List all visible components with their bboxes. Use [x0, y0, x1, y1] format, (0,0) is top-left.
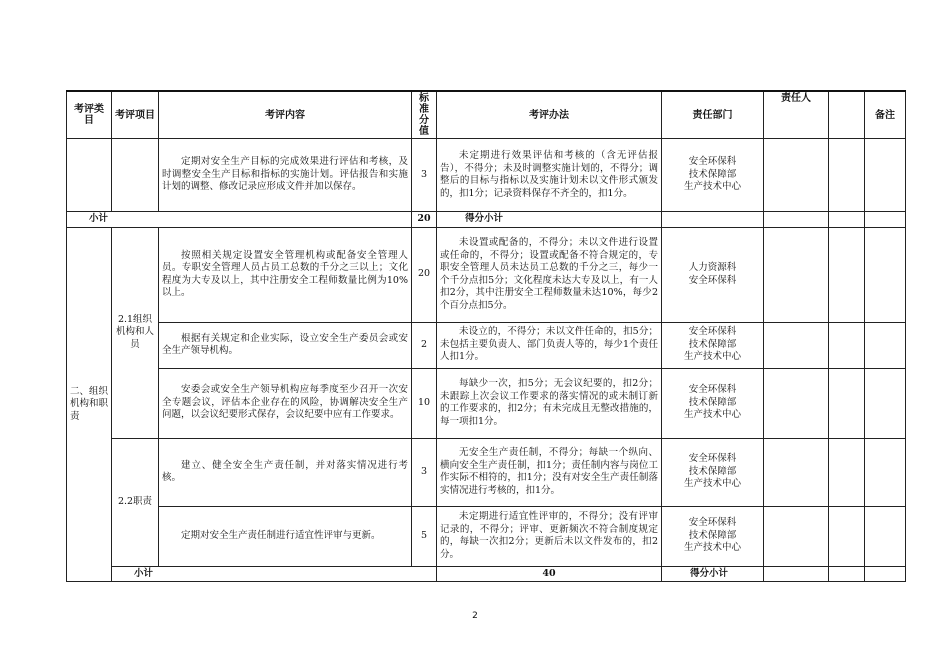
cell-content: 按照相关规定设置安全管理机构或配备安全管理人员。专职安全管理人员占员工总数的千分之三以上；文化程度为大专及以上，其中注册安全工程师数量比例为10%以上。	[159, 227, 412, 322]
table-row	[67, 438, 906, 506]
cell-person	[764, 227, 829, 322]
cell-score: 2	[412, 322, 437, 368]
dept-line: 技术保障部	[688, 338, 737, 350]
cell-blank	[865, 566, 906, 582]
dept-line: 安全环保科	[688, 326, 737, 338]
cell-note	[865, 139, 906, 212]
header-blank	[829, 91, 865, 139]
cell-content: 定期对安全生产责任制进行适宜性评审与更新。	[159, 506, 412, 566]
cell-dept	[662, 139, 764, 212]
table-row	[67, 322, 906, 368]
subtotal-label: 小计	[112, 566, 437, 582]
header-note: 备注	[865, 91, 906, 139]
cell-item	[112, 139, 159, 212]
subtotal-label: 小计	[67, 212, 412, 228]
dept-line: 技术保障部	[688, 168, 737, 180]
cell-dept	[662, 368, 764, 438]
dept-line: 生产技术中心	[683, 478, 741, 490]
dept-line: 技术保障部	[688, 465, 737, 477]
cell-note	[865, 438, 906, 506]
cell-note	[865, 227, 906, 322]
cell-blank	[829, 139, 865, 212]
dept-line: 生产技术中心	[683, 351, 741, 363]
table-row	[67, 227, 906, 322]
cell-content: 安委会或安全生产领导机构应每季度至少召开一次安全专题会议，评估本企业存在的风险，协调解决安全生产问题，以会议纪要形式保存，会议纪要中应有工作要求。	[159, 368, 412, 438]
dept-line: 安全环保科	[688, 517, 737, 529]
cell-person	[764, 322, 829, 368]
subtotal-score: 20	[412, 212, 437, 228]
header-score: 标准分值	[412, 91, 437, 139]
cell-note	[865, 368, 906, 438]
dept-line: 技术保障部	[688, 396, 737, 408]
cell-blank	[829, 212, 865, 228]
cell-dept	[764, 566, 829, 582]
cell-content: 根据有关规定和企业实际，设立安全生产委员会或安全生产领导机构。	[159, 322, 412, 368]
table-row	[67, 139, 906, 212]
dept-line: 人力资源科	[688, 262, 737, 273]
header-method: 考评办法	[437, 91, 662, 139]
cell-score: 5	[412, 506, 437, 566]
page-number: 2	[472, 611, 478, 621]
cell-person	[764, 212, 829, 228]
cell-person	[764, 368, 829, 438]
dept-line: 安全环保科	[688, 384, 737, 396]
header-dept: 责任部门	[662, 91, 764, 139]
header-category: 考评类目	[67, 91, 112, 139]
table-row	[67, 506, 906, 566]
cell-dept	[662, 506, 764, 566]
cell-content: 建立、健全安全生产责任制，并对落实情况进行考核。	[159, 438, 412, 506]
dept-line: 生产技术中心	[683, 181, 741, 193]
header-item: 考评项目	[112, 91, 159, 139]
cell-content: 定期对安全生产目标的完成效果进行评估和考核，及时调整安全生产目标和指标的实施计划。评估报告和实施计划的调整、修改记录应形成文件并加以保存。	[159, 139, 412, 212]
cell-note	[865, 322, 906, 368]
dept-line: 技术保障部	[688, 529, 737, 541]
subtotal-method: 得分小计	[662, 566, 764, 582]
cell-person	[764, 139, 829, 212]
cell-blank	[829, 227, 865, 322]
cell-blank	[829, 368, 865, 438]
dept-line: 生产技术中心	[683, 409, 741, 421]
cell-method: 未定期进行效果评估和考核的（含无评估报告），不得分；未及时调整实施计划的，不得分；调整后的目标与指标以及实施计划未以文件形式颁发的，扣1分；记录资料保存不齐全的，扣1分。	[437, 139, 662, 212]
cell-person	[764, 438, 829, 506]
cell-score: 10	[412, 368, 437, 438]
cell-method: 无安全生产责任制，不得分；每缺一个纵向、横向安全生产责任制，扣1分；责任制内容与岗位工作实际不相符的，扣1分；没有对安全生产责任制落实情况进行考核的，扣1分。	[437, 438, 662, 506]
cell-dept	[662, 212, 764, 228]
cell-score: 20	[412, 227, 437, 322]
evaluation-table	[66, 90, 906, 582]
header-content: 考评内容	[159, 91, 412, 139]
cell-method: 每缺少一次，扣5分；无会议纪要的，扣2分；未跟踪上次会议工作要求的落实情况的或未制订新的工作要求的，扣2分；有未完成且无整改措施的，每一项扣1分。	[437, 368, 662, 438]
cell-item: 2.1组织机构和人员	[112, 227, 159, 438]
cell-blank	[829, 506, 865, 566]
cell-person	[829, 566, 865, 582]
cell-category: 二、组织机构和职责	[67, 227, 112, 582]
cell-method: 未设置或配备的，不得分；未以文件进行设置或任命的，不得分；设置或配备不符合规定的，专职安全管理人员未达员工总数的千分之三，每少一个千分点扣5分；文化程度未达大专及以上，有一人扣2分，其中注册安全工程师数量未达10%，每少2个百分点扣5分。	[437, 227, 662, 322]
subtotal-method: 得分小计	[437, 212, 662, 228]
cell-dept	[662, 322, 764, 368]
cell-dept	[662, 227, 764, 322]
subtotal-row	[67, 212, 906, 228]
cell-dept	[662, 438, 764, 506]
cell-score: 3	[412, 438, 437, 506]
cell-item: 2.2职责	[112, 438, 159, 566]
dept-line: 安全环保科	[688, 156, 737, 168]
cell-note	[865, 212, 906, 228]
table-row	[67, 368, 906, 438]
dept-line: 安全环保科	[688, 274, 737, 286]
header-person: 责任人	[764, 91, 829, 139]
dept-line: 生产技术中心	[683, 542, 741, 554]
subtotal-score: 40	[437, 566, 662, 582]
cell-person	[764, 506, 829, 566]
dept-line: 安全环保科	[688, 453, 737, 465]
cell-blank	[829, 438, 865, 506]
cell-blank	[829, 322, 865, 368]
cell-method: 未设立的，不得分；未以文件任命的，扣5分；未包括主要负责人、部门负责人等的，每少1个责任人扣1分。	[437, 322, 662, 368]
header-row	[67, 91, 906, 139]
cell-method: 未定期进行适宜性评审的，不得分；没有评审记录的，不得分；评审、更新频次不符合制度规定的，每缺一次扣2分；更新后未以文件发布的，扣2分。	[437, 506, 662, 566]
cell-category	[67, 139, 112, 212]
cell-note	[865, 506, 906, 566]
subtotal-row	[67, 566, 906, 582]
cell-score: 3	[412, 139, 437, 212]
